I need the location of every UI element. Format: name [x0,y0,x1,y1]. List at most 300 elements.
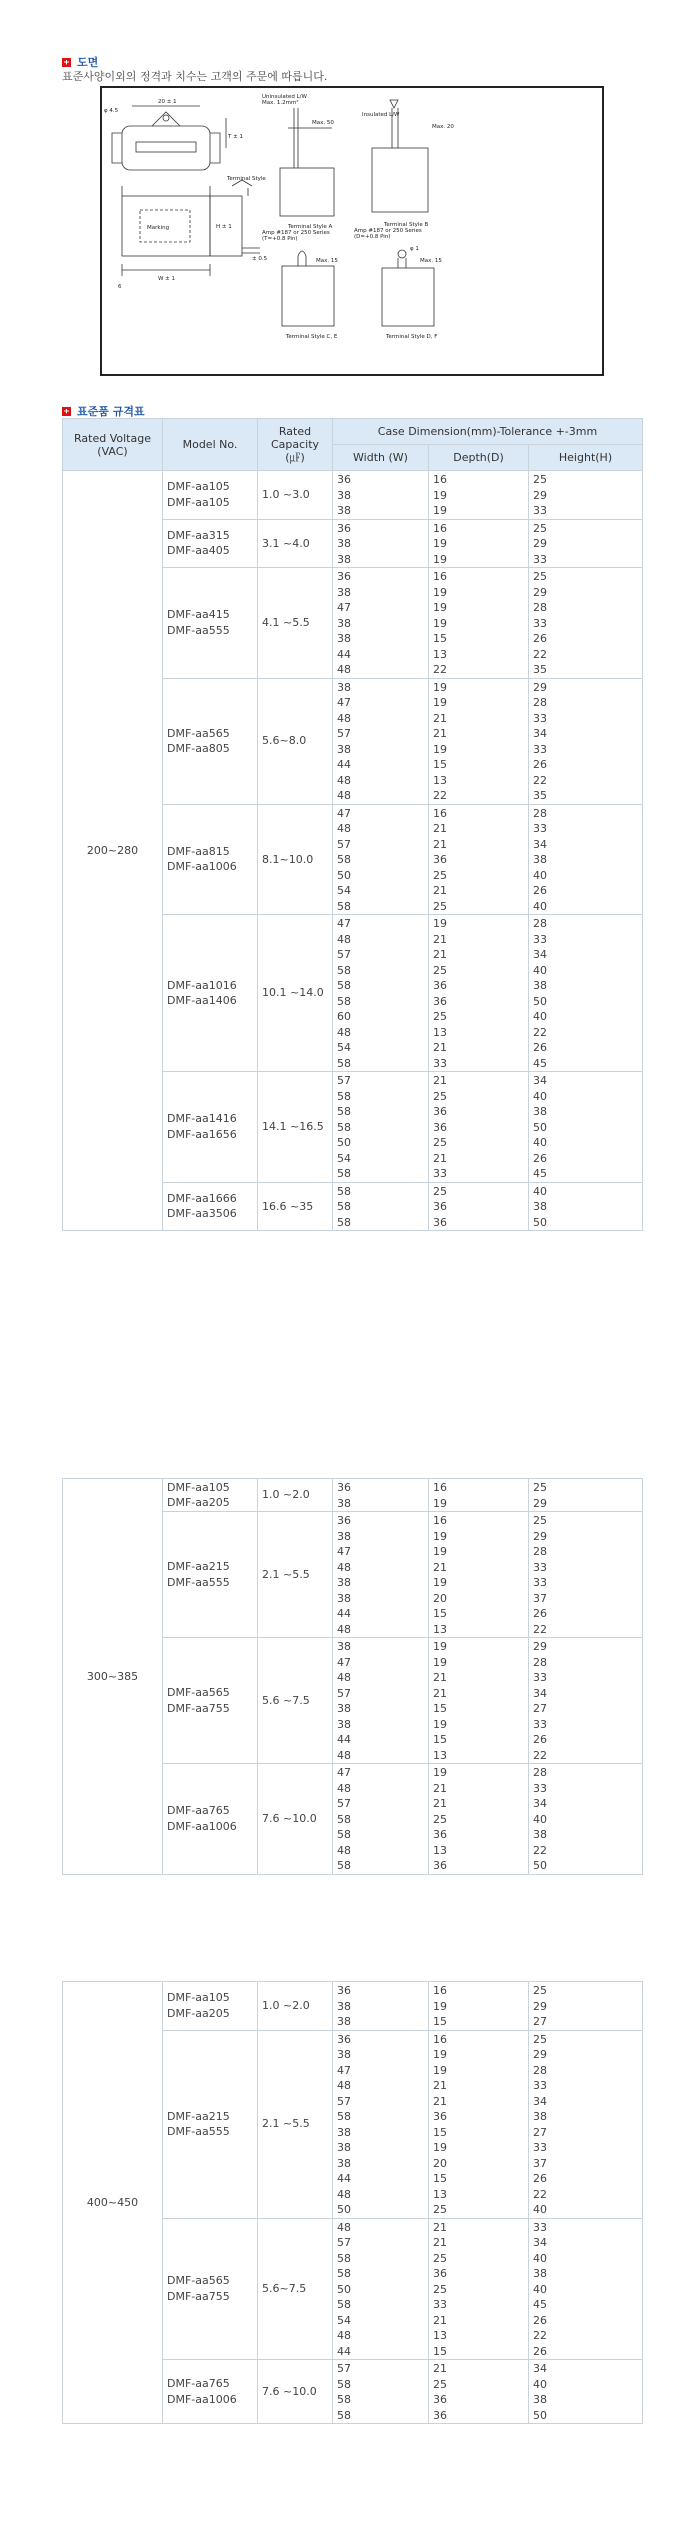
depth-value: 36 [433,1828,447,1841]
height-value: 33 [533,822,547,835]
capacity-cell: 3.1 ~4.0 [258,519,333,568]
depth-value: 21 [433,2079,447,2092]
height-value: 29 [533,537,547,550]
model-number: DMF-aa105 [167,1480,230,1494]
height-value: 40 [533,963,547,977]
width-value: 48 [337,2329,351,2342]
height-value: 37 [533,1591,547,1605]
depth-value: 15 [433,1702,447,1715]
height-values-cell [529,519,643,568]
width-values-cell [333,678,429,804]
depth-values-cell [429,1072,529,1183]
height-value: 28 [533,917,547,930]
spec-row-group [63,1479,643,1512]
height-value: 26 [533,632,547,645]
depth-value: 25 [433,2203,447,2216]
height-value: 22 [533,1622,547,1636]
height-value: 26 [533,2344,547,2358]
depth-values-cell [429,1764,529,1875]
width-values-cell [333,1512,429,1638]
height-values-cell [529,1512,643,1638]
width-values-cell [333,1982,429,2031]
depth-value: 21 [433,1671,447,1684]
depth-value: 33 [433,1056,447,1070]
width-value: 58 [337,1215,351,1229]
height-value: 50 [533,1215,547,1229]
height-values-cell [529,568,643,679]
header-depth: Depth(D) [429,445,529,471]
width-value: 58 [337,2377,351,2391]
depth-values-cell [429,1512,529,1638]
label-terminal-df: Terminal Style D, F [386,334,438,340]
width-value: 48 [337,711,351,725]
depth-value: 36 [433,1105,447,1118]
width-value: 57 [337,1797,351,1810]
model-no-cell [163,471,258,520]
width-value: 38 [337,2048,351,2061]
height-values-cell [529,2218,643,2360]
model-number: DMF-aa315 [167,528,230,542]
model-no-cell [163,1512,258,1638]
label-terminal-b: Terminal Style B [384,222,429,228]
width-value: 47 [337,601,351,614]
model-number: DMF-aa815 [167,844,230,858]
width-value: 36 [337,521,351,535]
depth-value: 19 [433,616,447,630]
depth-values-cell [429,678,529,804]
height-value: 50 [533,994,547,1008]
width-value: 48 [337,822,351,835]
capacity-cell: 10.1 ~14.0 [258,915,333,1072]
width-value: 38 [337,488,351,502]
height-value: 28 [533,1766,547,1779]
height-value: 28 [533,2063,547,2077]
depth-value: 16 [433,1481,447,1494]
model-number: DMF-aa765 [167,2377,230,2390]
model-no-cell [163,1182,258,1231]
height-value: 50 [533,2408,547,2422]
height-value: 29 [533,585,547,599]
depth-value: 13 [433,1748,447,1762]
width-value: 58 [337,979,351,992]
depth-value: 21 [433,1041,447,1054]
depth-value: 19 [433,1545,447,1558]
spec-row-group [63,1982,643,2031]
depth-values-cell [429,568,529,679]
width-value: 38 [337,2015,351,2028]
width-value: 47 [337,1655,351,1669]
height-value: 22 [533,1025,547,1039]
depth-value: 36 [433,979,447,992]
height-value: 26 [533,2313,547,2327]
model-no-cell [163,915,258,1072]
height-value: 33 [533,1576,547,1589]
depth-value: 16 [433,473,447,486]
depth-value: 21 [433,2220,447,2234]
width-value: 58 [337,1184,351,1198]
width-values-cell [333,1182,429,1231]
depth-value: 25 [433,1089,447,1103]
label-terminal-ce: Terminal Style C, E [286,334,338,340]
depth-value: 21 [433,2236,447,2249]
depth-value: 21 [433,2362,447,2375]
height-value: 33 [533,552,547,566]
height-value: 25 [533,521,547,535]
height-value: 33 [533,616,547,630]
label-max15-right: Max. 15 [420,258,442,264]
depth-value: 16 [433,521,447,535]
depth-value: 13 [433,2329,447,2342]
height-value: 26 [533,2172,547,2185]
width-value: 38 [337,552,351,566]
depth-value: 19 [433,2141,447,2154]
model-no-cell [163,568,258,679]
height-value: 45 [533,1056,547,1070]
width-value: 38 [337,504,351,517]
height-value: 26 [533,1733,547,1746]
width-values-cell [333,2030,429,2218]
width-value: 58 [337,2298,351,2311]
height-value: 34 [533,1074,547,1087]
label-dim-t: T ± 1 [228,134,243,140]
height-value: 38 [533,979,547,992]
depth-value: 21 [433,711,447,725]
height-value: 40 [533,1184,547,1198]
label-dim-h: H ± 1 [216,224,232,230]
label-terminal-style: Terminal Style [227,176,266,182]
height-value: 29 [533,1496,547,1510]
rated-voltage-cell: 300~385 [63,1479,163,1875]
width-value: 44 [337,647,351,661]
width-values-cell [333,471,429,520]
width-value: 58 [337,2110,351,2123]
height-value: 33 [533,1671,547,1684]
height-value: 25 [533,1514,547,1527]
depth-value: 15 [433,2344,447,2358]
width-value: 48 [337,1671,351,1684]
depth-value: 19 [433,504,447,517]
depth-values-cell [429,1638,529,1764]
depth-value: 25 [433,1184,447,1198]
label-dim-45: φ 4.5 [104,108,119,114]
width-value: 57 [337,1074,351,1087]
depth-value: 25 [433,868,447,882]
depth-value: 19 [433,1999,447,2013]
width-value: 48 [337,1781,351,1795]
height-values-cell [529,471,643,520]
depth-value: 21 [433,1781,447,1795]
label-marking: Marking [147,225,170,231]
width-value: 36 [337,1514,351,1527]
model-no-cell [163,1764,258,1875]
width-value: 58 [337,1859,351,1872]
model-number: DMF-aa405 [167,544,230,558]
height-value: 22 [533,2187,547,2201]
capacity-cell: 7.6 ~10.0 [258,1764,333,1875]
height-value: 45 [533,1167,547,1180]
height-value: 25 [533,570,547,583]
width-value: 50 [337,868,351,882]
width-value: 54 [337,1151,351,1165]
depth-value: 36 [433,994,447,1008]
depth-value: 15 [433,2172,447,2185]
model-number: DMF-aa105 [167,1991,230,2005]
rated-voltage-cell: 400~450 [63,1982,163,2424]
capacity-cell: 4.1 ~5.5 [258,568,333,679]
capacity-cell: 5.6 ~7.5 [258,1638,333,1764]
width-values-cell [333,1072,429,1183]
width-value: 38 [337,742,351,756]
height-value: 22 [533,773,547,787]
height-value: 40 [533,868,547,882]
model-number: DMF-aa555 [167,2125,230,2138]
depth-value: 19 [433,680,447,694]
width-value: 38 [337,1591,351,1605]
height-values-cell [529,804,643,915]
width-value: 48 [337,773,351,787]
height-value: 34 [533,1797,547,1810]
label-max50: Max. 50 [312,120,334,126]
model-no-cell [163,678,258,804]
width-value: 36 [337,473,351,486]
label-phi: φ 1 [410,246,419,252]
depth-value: 21 [433,1151,447,1165]
width-value: 36 [337,2032,351,2046]
height-value: 33 [533,504,547,517]
width-value: 58 [337,853,351,866]
width-value: 48 [337,1748,351,1762]
depth-value: 16 [433,570,447,583]
depth-value: 15 [433,1733,447,1746]
capacity-cell: 1.0 ~2.0 [258,1982,333,2031]
width-value: 48 [337,1025,351,1039]
depth-value: 16 [433,1514,447,1527]
model-number: DMF-aa215 [167,2109,230,2123]
height-value: 29 [533,1999,547,2013]
height-value: 35 [533,663,547,676]
height-values-cell [529,2030,643,2218]
label-dim-20: 20 ± 1 [158,99,177,105]
depth-value: 13 [433,2187,447,2201]
height-value: 25 [533,2032,547,2046]
label-amp-right: Amp #187 or 250 Series [354,228,422,234]
width-value: 58 [337,2251,351,2265]
depth-value: 36 [433,2110,447,2123]
height-value: 26 [533,758,547,771]
capacity-cell: 5.6~7.5 [258,2218,333,2360]
height-value: 37 [533,2156,547,2170]
depth-value: 19 [433,2063,447,2077]
height-value: 38 [533,2393,547,2406]
model-number: DMF-aa415 [167,608,230,622]
width-value: 57 [337,837,351,851]
height-value: 40 [533,2377,547,2391]
depth-value: 36 [433,1215,447,1229]
depth-values-cell [429,915,529,1072]
width-value: 38 [337,1576,351,1589]
width-value: 47 [337,696,351,709]
width-value: 38 [337,1702,351,1715]
top-view-slot [136,142,196,152]
width-value: 38 [337,1640,351,1653]
width-value: 38 [337,2156,351,2170]
model-number: DMF-aa1656 [167,1127,237,1141]
model-number: DMF-aa755 [167,1701,230,1715]
depth-value: 21 [433,1074,447,1087]
width-value: 48 [337,663,351,676]
width-value: 47 [337,1545,351,1558]
height-value: 38 [533,1200,547,1213]
width-value: 54 [337,884,351,897]
height-value: 29 [533,488,547,502]
depth-value: 19 [433,742,447,756]
width-value: 50 [337,2203,351,2216]
height-value: 38 [533,1828,547,1841]
height-value: 40 [533,1089,547,1103]
capacity-cell: 16.6 ~35 [258,1182,333,1231]
capacity-cell: 8.1~10.0 [258,804,333,915]
height-value: 25 [533,1481,547,1494]
depth-value: 36 [433,2267,447,2280]
width-value: 50 [337,2282,351,2296]
width-value: 57 [337,2094,351,2108]
capacity-cell: 14.1 ~16.5 [258,1072,333,1183]
width-value: 44 [337,1607,351,1620]
spec-table-300~385 [62,1478,643,1875]
height-value: 40 [533,1010,547,1023]
model-no-cell [163,2360,258,2424]
model-number: DMF-aa205 [167,1496,230,1509]
model-no-cell [163,2218,258,2360]
header-height: Height(H) [529,445,643,471]
height-values-cell [529,1479,643,1512]
height-value: 34 [533,2236,547,2249]
model-no-cell [163,1072,258,1183]
depth-value: 21 [433,932,447,946]
label-uninsulated-max: Max. 1.2mm² [262,100,299,106]
model-number: DMF-aa565 [167,2274,230,2288]
capacity-cell: 5.6~8.0 [258,678,333,804]
height-value: 29 [533,2048,547,2061]
height-value: 40 [533,2282,547,2296]
height-value: 26 [533,1151,547,1165]
spec-table-400~450 [62,1981,643,2424]
depth-value: 19 [433,696,447,709]
depth-value: 25 [433,2377,447,2391]
label-amp-left2: (T=+0.8 Pin) [262,236,298,242]
spec-row-group [63,471,643,520]
width-value: 47 [337,917,351,930]
width-value: 57 [337,2236,351,2249]
height-value: 26 [533,884,547,897]
drawing-description: 표준사양이외의 정격과 치수는 고객의 주문에 따릅니다. [62,70,328,83]
rated-voltage-cell: 200~280 [63,471,163,1231]
depth-value: 13 [433,1025,447,1039]
width-value: 58 [337,1200,351,1213]
depth-value: 22 [433,789,447,802]
height-value: 22 [533,1843,547,1857]
width-value: 44 [337,1733,351,1746]
height-value: 34 [533,2362,547,2375]
model-no-cell [163,1982,258,2031]
depth-values-cell [429,519,529,568]
width-value: 48 [337,2220,351,2234]
depth-value: 13 [433,1622,447,1636]
capacity-cell: 1.0 ~3.0 [258,471,333,520]
width-value: 57 [337,2362,351,2375]
height-value: 45 [533,2298,547,2311]
height-value: 38 [533,2267,547,2280]
capacity-cell: 7.6 ~10.0 [258,2360,333,2424]
depth-value: 25 [433,2282,447,2296]
width-value: 44 [337,2172,351,2185]
width-values-cell [333,1638,429,1764]
height-value: 35 [533,789,547,802]
depth-value: 21 [433,837,447,851]
depth-value: 20 [433,1591,447,1605]
width-value: 48 [337,1560,351,1574]
height-value: 28 [533,601,547,614]
height-value: 40 [533,1812,547,1826]
height-value: 26 [533,1607,547,1620]
width-value: 38 [337,1529,351,1543]
capacity-cell: 1.0 ~2.0 [258,1479,333,1512]
spec-section-header [62,403,145,419]
height-value: 27 [533,2125,547,2139]
model-number: DMF-aa105 [167,495,230,509]
depth-value: 16 [433,1984,447,1997]
header-case-dimension: Case Dimension(mm)-Tolerance +-3mm [333,419,643,445]
height-value: 33 [533,2079,547,2092]
depth-value: 25 [433,1010,447,1023]
depth-value: 19 [433,917,447,930]
height-values-cell [529,678,643,804]
model-number: DMF-aa805 [167,742,230,755]
model-number: DMF-aa555 [167,1575,230,1589]
width-value: 47 [337,1766,351,1779]
depth-value: 19 [433,1717,447,1731]
header-rated-voltage: Rated Voltage (VAC) [63,419,163,471]
height-value: 33 [533,1717,547,1731]
width-value: 58 [337,994,351,1008]
height-values-cell [529,1982,643,2031]
height-value: 29 [533,680,547,694]
depth-value: 33 [433,1167,447,1180]
depth-values-cell [429,1182,529,1231]
model-number: DMF-aa565 [167,726,230,740]
depth-value: 13 [433,1843,447,1857]
model-no-cell [163,804,258,915]
depth-value: 36 [433,853,447,866]
height-value: 29 [533,1640,547,1653]
depth-value: 19 [433,552,447,566]
width-value: 48 [337,789,351,802]
width-values-cell [333,519,429,568]
width-values-cell [333,568,429,679]
height-value: 33 [533,932,547,946]
width-value: 58 [337,963,351,977]
label-uninsulated: Uninsulated L/W [262,94,307,100]
depth-value: 19 [433,1496,447,1510]
depth-value: 25 [433,2251,447,2265]
model-number: DMF-aa565 [167,1686,230,1699]
model-number: DMF-aa1416 [167,1112,237,1126]
depth-values-cell [429,2030,529,2218]
height-value: 40 [533,1136,547,1149]
height-value: 50 [533,1859,547,1872]
spec-section-title: 표준품 규격표 [77,405,145,418]
width-value: 58 [337,1105,351,1118]
